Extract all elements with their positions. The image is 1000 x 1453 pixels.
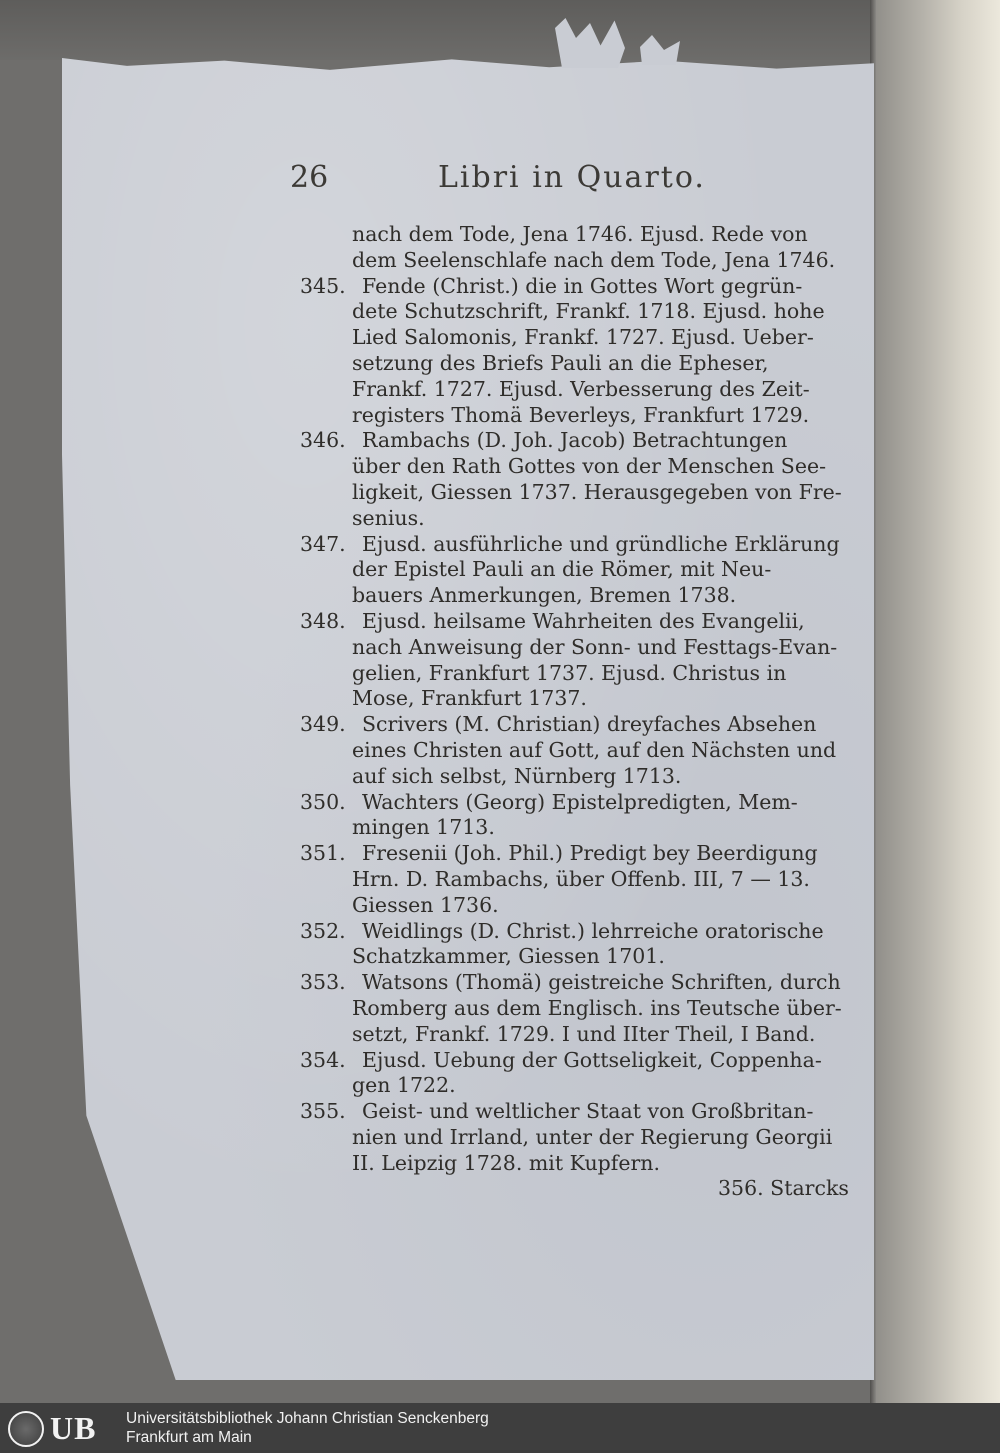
catalog-continuation-line — [300, 351, 860, 377]
catalog-continuation-line — [300, 377, 860, 403]
catalog-continuation-line — [300, 764, 860, 790]
catalog-continuation-line — [300, 686, 860, 712]
entry-number: 351. — [300, 841, 346, 866]
entry-text: Lied Salomonis, Frankf. 1727. Ejusd. Ueber- — [352, 325, 814, 350]
entry-text: gen 1722. — [352, 1073, 456, 1098]
entry-text: Ejusd. ausführliche und gründliche Erklärung — [362, 531, 840, 556]
entry-number: 353. — [300, 970, 346, 995]
catalog-continuation-line — [300, 815, 860, 841]
entry-text: Giessen 1736. — [352, 892, 499, 917]
footer-bar — [0, 1403, 1000, 1453]
catalog-continuation-line — [300, 1022, 860, 1048]
catalog-continuation-line — [300, 506, 860, 532]
entry-text: Hrn. D. Rambachs, über Offenb. III, 7 — 13. — [352, 866, 810, 891]
catalog-continuation-line — [300, 867, 860, 893]
catalog-continuation-line — [300, 661, 860, 687]
entry-text: nach dem Tode, Jena 1746. Ejusd. Rede von — [352, 222, 808, 246]
entry-number: 352. — [300, 918, 346, 943]
catalog-entry-line — [300, 274, 860, 300]
entry-text: Rambachs (D. Joh. Jacob) Betrachtungen — [362, 428, 788, 453]
logo-text: UB — [50, 1410, 97, 1446]
entry-text: Watsons (Thomä) geistreiche Schriften, durch — [362, 970, 841, 995]
page-header — [0, 160, 1000, 200]
entry-text: registers Thomä Beverleys, Frankfurt 1729. — [352, 402, 810, 427]
catchword-line — [300, 1176, 860, 1202]
entry-text: nien und Irrland, unter der Regierung Georgii — [352, 1124, 833, 1149]
catalog-text — [300, 222, 860, 1202]
catalog-entry-line — [300, 841, 860, 867]
entry-text: Weidlings (D. Christ.) lehrreiche oratorische — [362, 918, 824, 943]
catalog-continuation-line — [300, 403, 860, 429]
entry-text: der Epistel Pauli an die Römer, mit Neu- — [352, 557, 772, 582]
catalog-continuation-line — [300, 557, 860, 583]
institution-line-2: Frankfurt am Main — [126, 1429, 252, 1446]
entry-text: nach Anweisung der Sonn- und Festtags-Evan- — [352, 634, 838, 659]
catalog-entry-line — [300, 712, 860, 738]
library-logo[interactable] — [8, 1411, 116, 1447]
entry-text: Ejusd. heilsame Wahrheiten des Evangelii, — [362, 608, 805, 633]
catalog-entry-line — [300, 790, 860, 816]
catalog-continuation-line — [300, 738, 860, 764]
book-spine — [872, 0, 1000, 1403]
catalog-entry-line — [300, 1099, 860, 1125]
entry-text: Fresenii (Joh. Phil.) Predigt bey Beerdigung — [362, 841, 818, 866]
catalog-entry-line — [300, 428, 860, 454]
catalog-continuation-line — [300, 1125, 860, 1151]
catalog-continuation-line — [300, 1073, 860, 1099]
entry-text: Mose, Frankfurt 1737. — [352, 686, 587, 711]
catalog-continuation-line — [300, 1151, 860, 1177]
entry-text: mingen 1713. — [352, 815, 495, 840]
catalog-continuation-line — [300, 325, 860, 351]
catalog-continuation-line — [300, 299, 860, 325]
catchword: 356. Starcks — [718, 1176, 849, 1201]
entry-text: setzung des Briefs Pauli an die Epheser, — [352, 350, 769, 375]
catalog-entry-line — [300, 532, 860, 558]
entry-text: Romberg aus dem Englisch. ins Teutsche über- — [352, 995, 842, 1020]
institution-line-1: Universitätsbibliothek Johann Christian Senckenberg — [126, 1410, 489, 1427]
entry-number: 355. — [300, 1099, 346, 1124]
institution-name — [126, 1409, 489, 1447]
seal-icon — [8, 1411, 44, 1447]
catalog-continuation-line — [300, 944, 860, 970]
entry-number: 348. — [300, 608, 346, 633]
entry-text: Geist- und weltlicher Staat von Großbritan- — [362, 1099, 814, 1124]
entry-number: 347. — [300, 531, 346, 556]
catalog-entry-line — [300, 609, 860, 635]
catalog-continuation-line — [300, 222, 860, 248]
entry-text: Scrivers (M. Christian) dreyfaches Absehen — [362, 712, 817, 737]
entry-text: dete Schutzschrift, Frankf. 1718. Ejusd. hohe — [352, 299, 825, 324]
catalog-entry-line — [300, 970, 860, 996]
entry-text: dem Seelenschlafe nach dem Tode, Jena 1746. — [352, 247, 836, 272]
entry-text: Frankf. 1727. Ejusd. Verbesserung des Zeit- — [352, 376, 810, 401]
catalog-continuation-line — [300, 248, 860, 274]
catalog-continuation-line — [300, 454, 860, 480]
entry-number: 345. — [300, 273, 346, 298]
entry-text: über den Rath Gottes von der Menschen See- — [352, 454, 827, 479]
catalog-entry-line — [300, 919, 860, 945]
entry-text: II. Leipzig 1728. mit Kupfern. — [352, 1150, 661, 1175]
catalog-continuation-line — [300, 635, 860, 661]
entry-text: Fende (Christ.) die in Gottes Wort gegrün- — [362, 273, 803, 298]
entry-text: gelien, Frankfurt 1737. Ejusd. Christus in — [352, 660, 787, 685]
paper-tear — [555, 18, 625, 68]
entry-text: Schatzkammer, Giessen 1701. — [352, 944, 665, 969]
entry-number: 346. — [300, 428, 346, 453]
entry-text: ligkeit, Giessen 1737. Herausgegeben von Fre- — [352, 479, 842, 504]
entry-text: eines Christen auf Gott, auf den Nächsten und — [352, 737, 837, 762]
catalog-continuation-line — [300, 893, 860, 919]
entry-text: Ejusd. Uebung der Gottseligkeit, Coppenha- — [362, 1047, 822, 1072]
entry-text: bauers Anmerkungen, Bremen 1738. — [352, 583, 737, 608]
page-number: 26 — [290, 160, 329, 195]
entry-number: 349. — [300, 712, 346, 737]
entry-text: auf sich selbst, Nürnberg 1713. — [352, 763, 682, 788]
entry-number: 350. — [300, 789, 346, 814]
entry-text: Wachters (Georg) Epistelpredigten, Mem- — [362, 789, 798, 814]
entry-text: setzt, Frankf. 1729. I und IIter Theil, I Band. — [352, 1021, 816, 1046]
background-top — [0, 0, 1000, 60]
page-title: Libri in Quarto. — [438, 160, 706, 195]
catalog-entry-line — [300, 1048, 860, 1074]
catalog-continuation-line — [300, 480, 860, 506]
catalog-continuation-line — [300, 583, 860, 609]
catalog-continuation-line — [300, 996, 860, 1022]
entry-text: senius. — [352, 505, 425, 530]
entry-number: 354. — [300, 1047, 346, 1072]
